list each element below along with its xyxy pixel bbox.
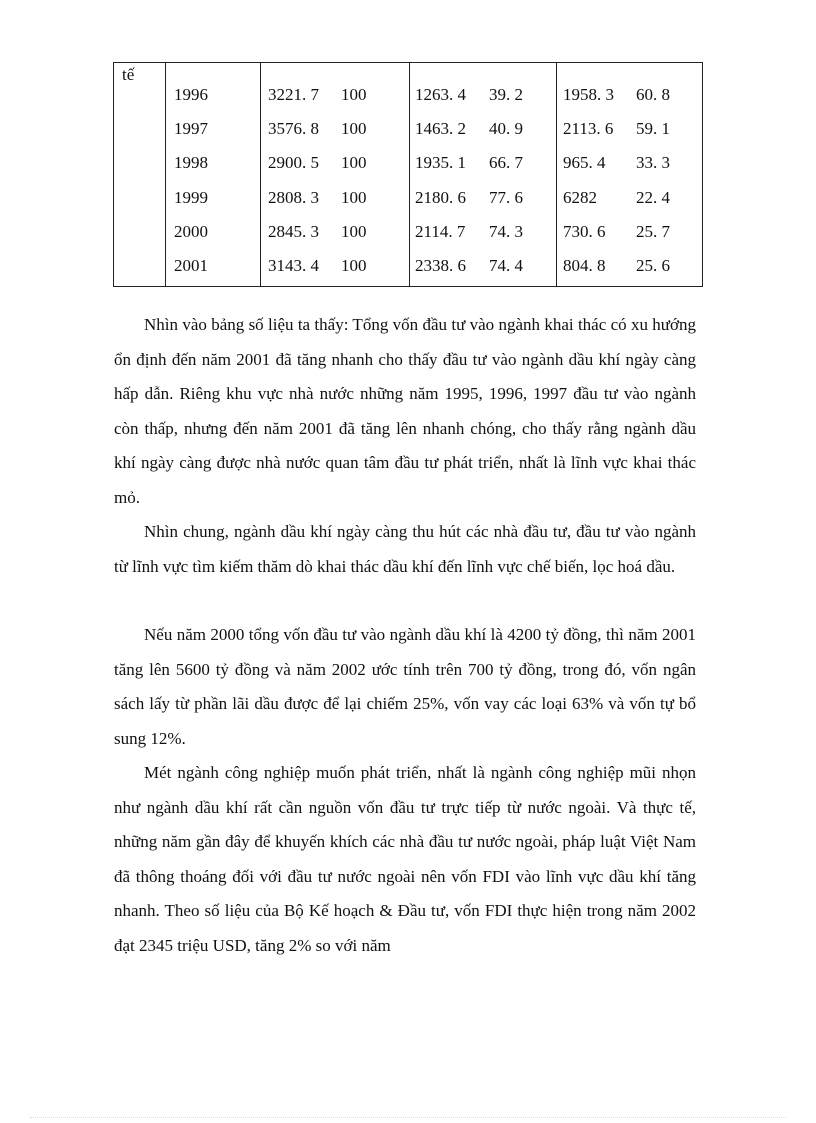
- investment-table: [113, 62, 703, 287]
- paragraph-capital: Nếu năm 2000 tổng vốn đầu tư vào ngành dầu khí là 4200 tỷ đồng, thì năm 2001 tăng lên 5600 tỷ đồng và năm 2002 ước tính trên 700 tỷ đồng, trong đó, vốn ngân sách lấy từ phần lãi dầu được để lại chiếm 25%, vốn vay các loại 63% và vốn tự bổ sung 12%.: [114, 625, 696, 748]
- cell-state-pct: 74. 3: [489, 221, 523, 241]
- cell-other-pct: 60. 8: [636, 85, 670, 104]
- cell-total-pct: 100: [341, 85, 367, 104]
- cell-other-pct: 25. 6: [636, 256, 670, 275]
- cell-year: 2000: [174, 221, 208, 241]
- cell-other: 804. 8: [563, 256, 606, 275]
- cell-year: 1996: [174, 85, 208, 104]
- cell-state: 2180. 6: [415, 187, 466, 207]
- cell-state-pct: 77. 6: [489, 187, 523, 207]
- cell-year: 1999: [174, 187, 208, 207]
- paragraph-analysis: Nhìn vào bảng số liệu ta thấy: Tổng vốn đầu tư vào ngành khai thác có xu hướng ổn định đến năm 2001 đã tăng nhanh cho thấy đầu tư vào ngành dầu khí ngày càng hấp dẫn. Riêng khu vực nhà nước những năm 1995, 1996, 1997 đầu tư vào ngành còn thấp, nhưng đến năm 2001 đã tăng lên nhanh chóng, cho thấy rằng ngành dầu khí ngày càng được nhà nước quan tâm đầu tư phát triển, nhất là lĩnh vực khai thác mỏ.: [114, 315, 696, 507]
- cell-other-pct: 59. 1: [636, 119, 670, 139]
- table-column-divider: [409, 63, 410, 286]
- cell-year: 1997: [174, 119, 208, 139]
- paragraph-fdi: Mét ngành công nghiệp muốn phát triển, nhất là ngành công nghiệp mũi nhọn như ngành dầu khí rất cần nguồn vốn đầu tư trực tiếp từ nước ngoài. Và thực tế, những năm gần đây để khuyến khích các nhà đầu tư nước ngoài, pháp luật Việt Nam đã thông thoáng đối với đầu tư nước ngoài nên vốn FDI vào lĩnh vực dầu khí tăng nhanh. Theo số liệu của Bộ Kế hoạch & Đầu tư, vốn FDI thực hiện trong năm 2002 đạt 2345 triệu USD, tăng 2% so với năm: [114, 763, 696, 955]
- cell-total-pct: 100: [341, 256, 367, 275]
- cell-total: 2900. 5: [268, 153, 319, 173]
- cell-total: 3143. 4: [268, 256, 319, 275]
- cell-state: 1935. 1: [415, 153, 466, 173]
- cell-other: 965. 4: [563, 153, 606, 173]
- cell-state: 1263. 4: [415, 85, 466, 104]
- cell-state: 2338. 6: [415, 256, 466, 275]
- cell-state: 1463. 2: [415, 119, 466, 139]
- cell-total-pct: 100: [341, 153, 367, 173]
- cell-other: 730. 6: [563, 221, 606, 241]
- cell-state: 2114. 7: [415, 221, 466, 241]
- cell-other: 1958. 3: [563, 85, 614, 104]
- paragraph-overview: Nhìn chung, ngành dầu khí ngày càng thu hút các nhà đầu tư, đầu tư vào ngành từ lĩnh vực tìm kiếm thăm dò khai thác dầu khí đến lĩnh vực chế biến, lọc hoá dầu.: [114, 522, 696, 576]
- cell-total: 2845. 3: [268, 221, 319, 241]
- cell-other-pct: 25. 7: [636, 221, 670, 241]
- cell-total: 3221. 7: [268, 85, 319, 104]
- cell-total: 2808. 3: [268, 187, 319, 207]
- cell-total-pct: 100: [341, 221, 367, 241]
- cell-other: 2113. 6: [563, 119, 614, 139]
- cell-total-pct: 100: [341, 119, 367, 139]
- cell-total-pct: 100: [341, 187, 367, 207]
- cell-state-pct: 39. 2: [489, 85, 523, 104]
- table-first-column-text: tế: [122, 65, 135, 84]
- cell-year: 1998: [174, 153, 208, 173]
- cell-year: 2001: [174, 256, 208, 275]
- page-footer-divider: [30, 1117, 786, 1118]
- cell-state-pct: 40. 9: [489, 119, 523, 139]
- cell-other-pct: 22. 4: [636, 187, 670, 207]
- table-column-divider: [556, 63, 557, 286]
- cell-other-pct: 33. 3: [636, 153, 670, 173]
- cell-other: 6282: [563, 187, 597, 207]
- table-column-divider: [260, 63, 261, 286]
- cell-total: 3576. 8: [268, 119, 319, 139]
- table-column-divider: [165, 63, 166, 286]
- cell-state-pct: 66. 7: [489, 153, 523, 173]
- cell-state-pct: 74. 4: [489, 256, 523, 275]
